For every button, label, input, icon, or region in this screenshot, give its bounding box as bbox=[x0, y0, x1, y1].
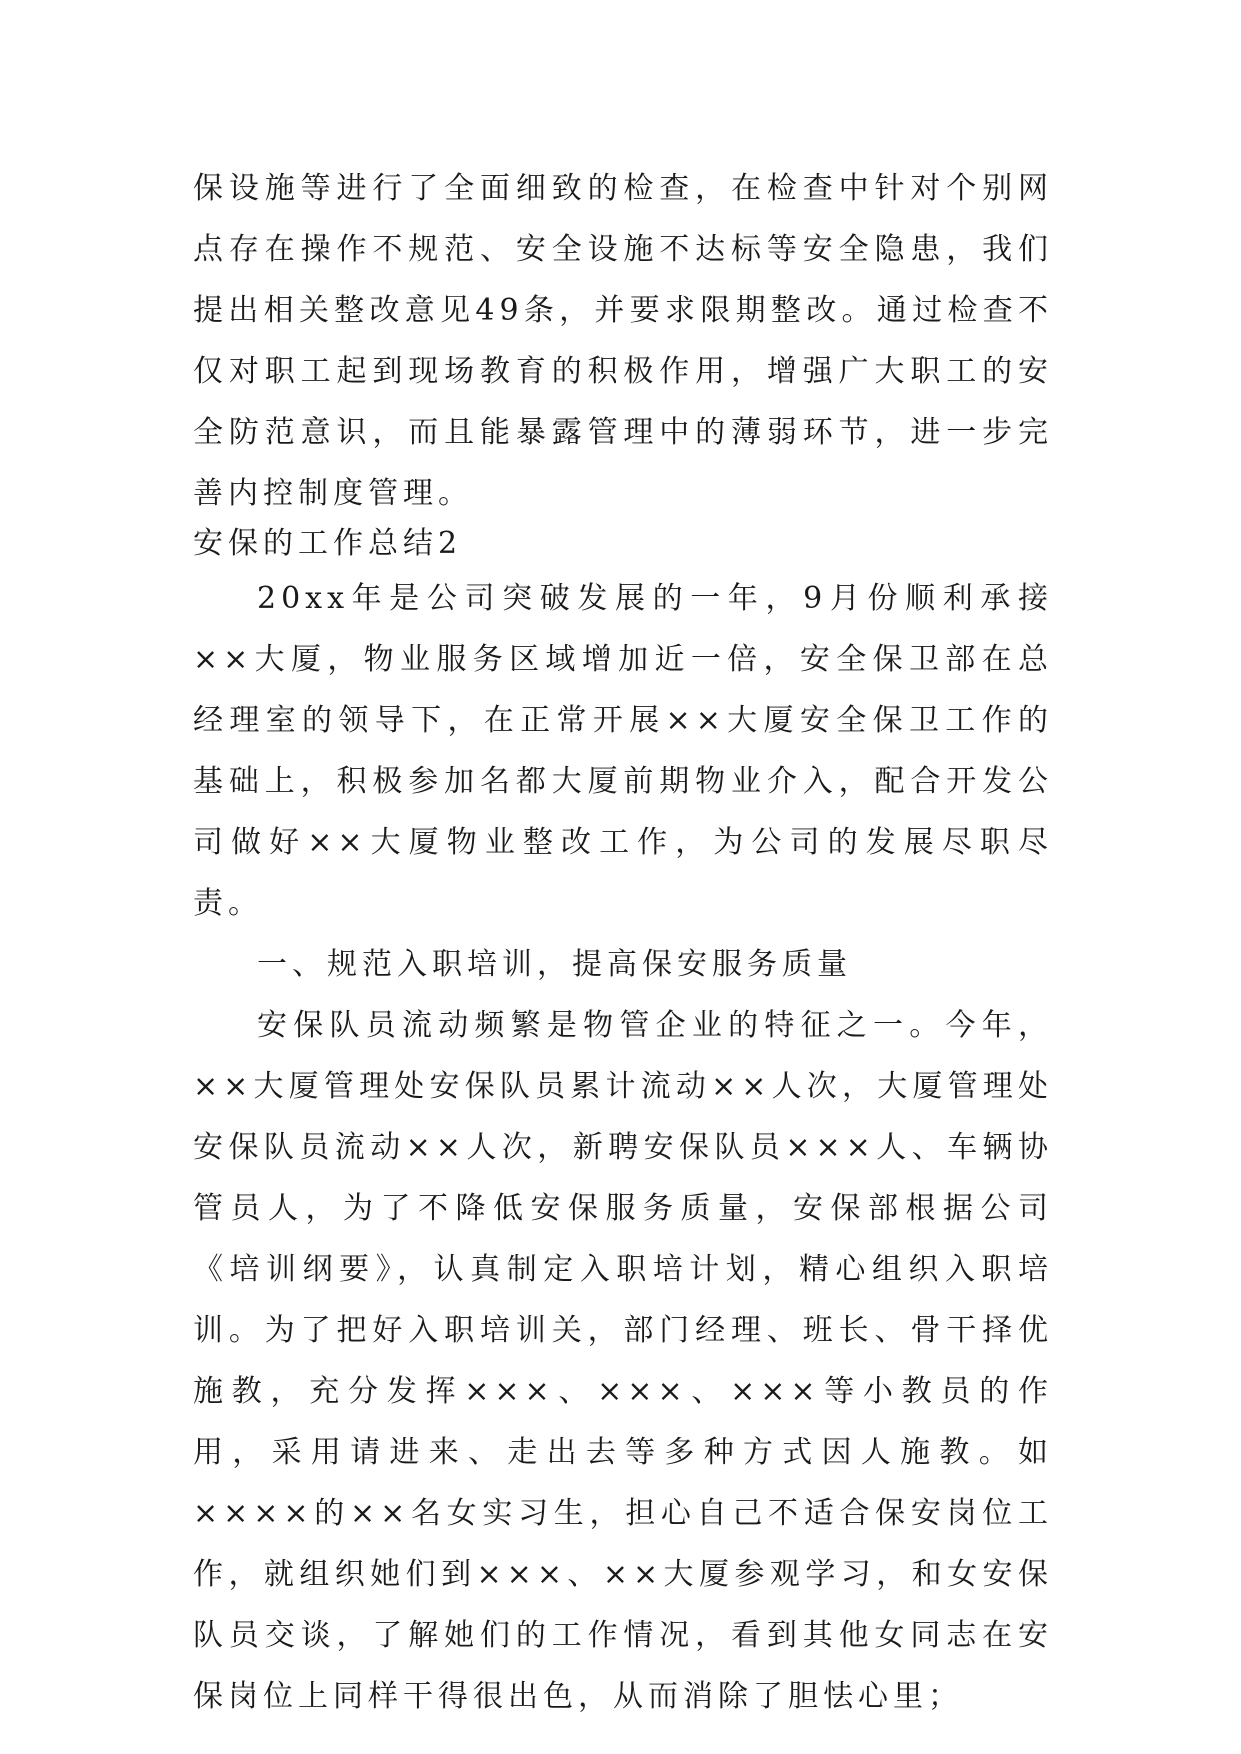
section-heading-block bbox=[193, 513, 1053, 574]
continued-paragraph: 保设施等进行了全面细致的检查，在检查中针对个别网点存在操作不规范、安全设施不达标等安全隐患，我们提出相关整改意见49条，并要求限期整改。通过检查不仅对职工起到现场教育的积极作用，增强广大职工的安全防范意识，而且能暴露管理中的薄弱环节，进一步完善内控制度管理。 bbox=[193, 171, 1053, 511]
subheading-1: 一、规范入职培训，提高保安服务质量 bbox=[257, 947, 852, 982]
body-paragraph-1: 安保队员流动频繁是物管企业的特征之一。今年，××大厦管理处安保队员累计流动××人次，大厦管理处安保队员流动××人次，新聘安保队员×××人、车辆协管员人，为了不降低安保服务质量，安保部根据公司《培训纲要》，认真制定入职培计划，精心组织入职培训。为了把好入职培训关，部门经理、班长、骨干择优施教，充分发挥×××、×××、×××等小教员的作用，采用请进来、走出去等多种方式因人施教。如××××的××名女实习生，担心自己不适合保安岗位工作，就组织她们到×××、××大厦参观学习，和女安保队员交谈，了解她们的工作情况，看到其他女同志在安保岗位上同样干得很出色，从而消除了胆怯心里； bbox=[193, 1008, 1053, 1714]
intro-paragraph: 20xx年是公司突破发展的一年，9月份顺利承接××大厦，物业服务区域增加近一倍，安全保卫部在总经理室的领导下，在正常开展××大厦安全保卫工作的基础上，积极参加名都大厦前期物业介入，配合开发公司做好××大厦物业整改工作，为公司的发展尽职尽责。 bbox=[193, 581, 1053, 921]
continued-paragraph-block bbox=[193, 158, 1053, 524]
section-title: 安保的工作总结2 bbox=[193, 526, 463, 561]
main-section-block bbox=[193, 568, 1053, 1727]
